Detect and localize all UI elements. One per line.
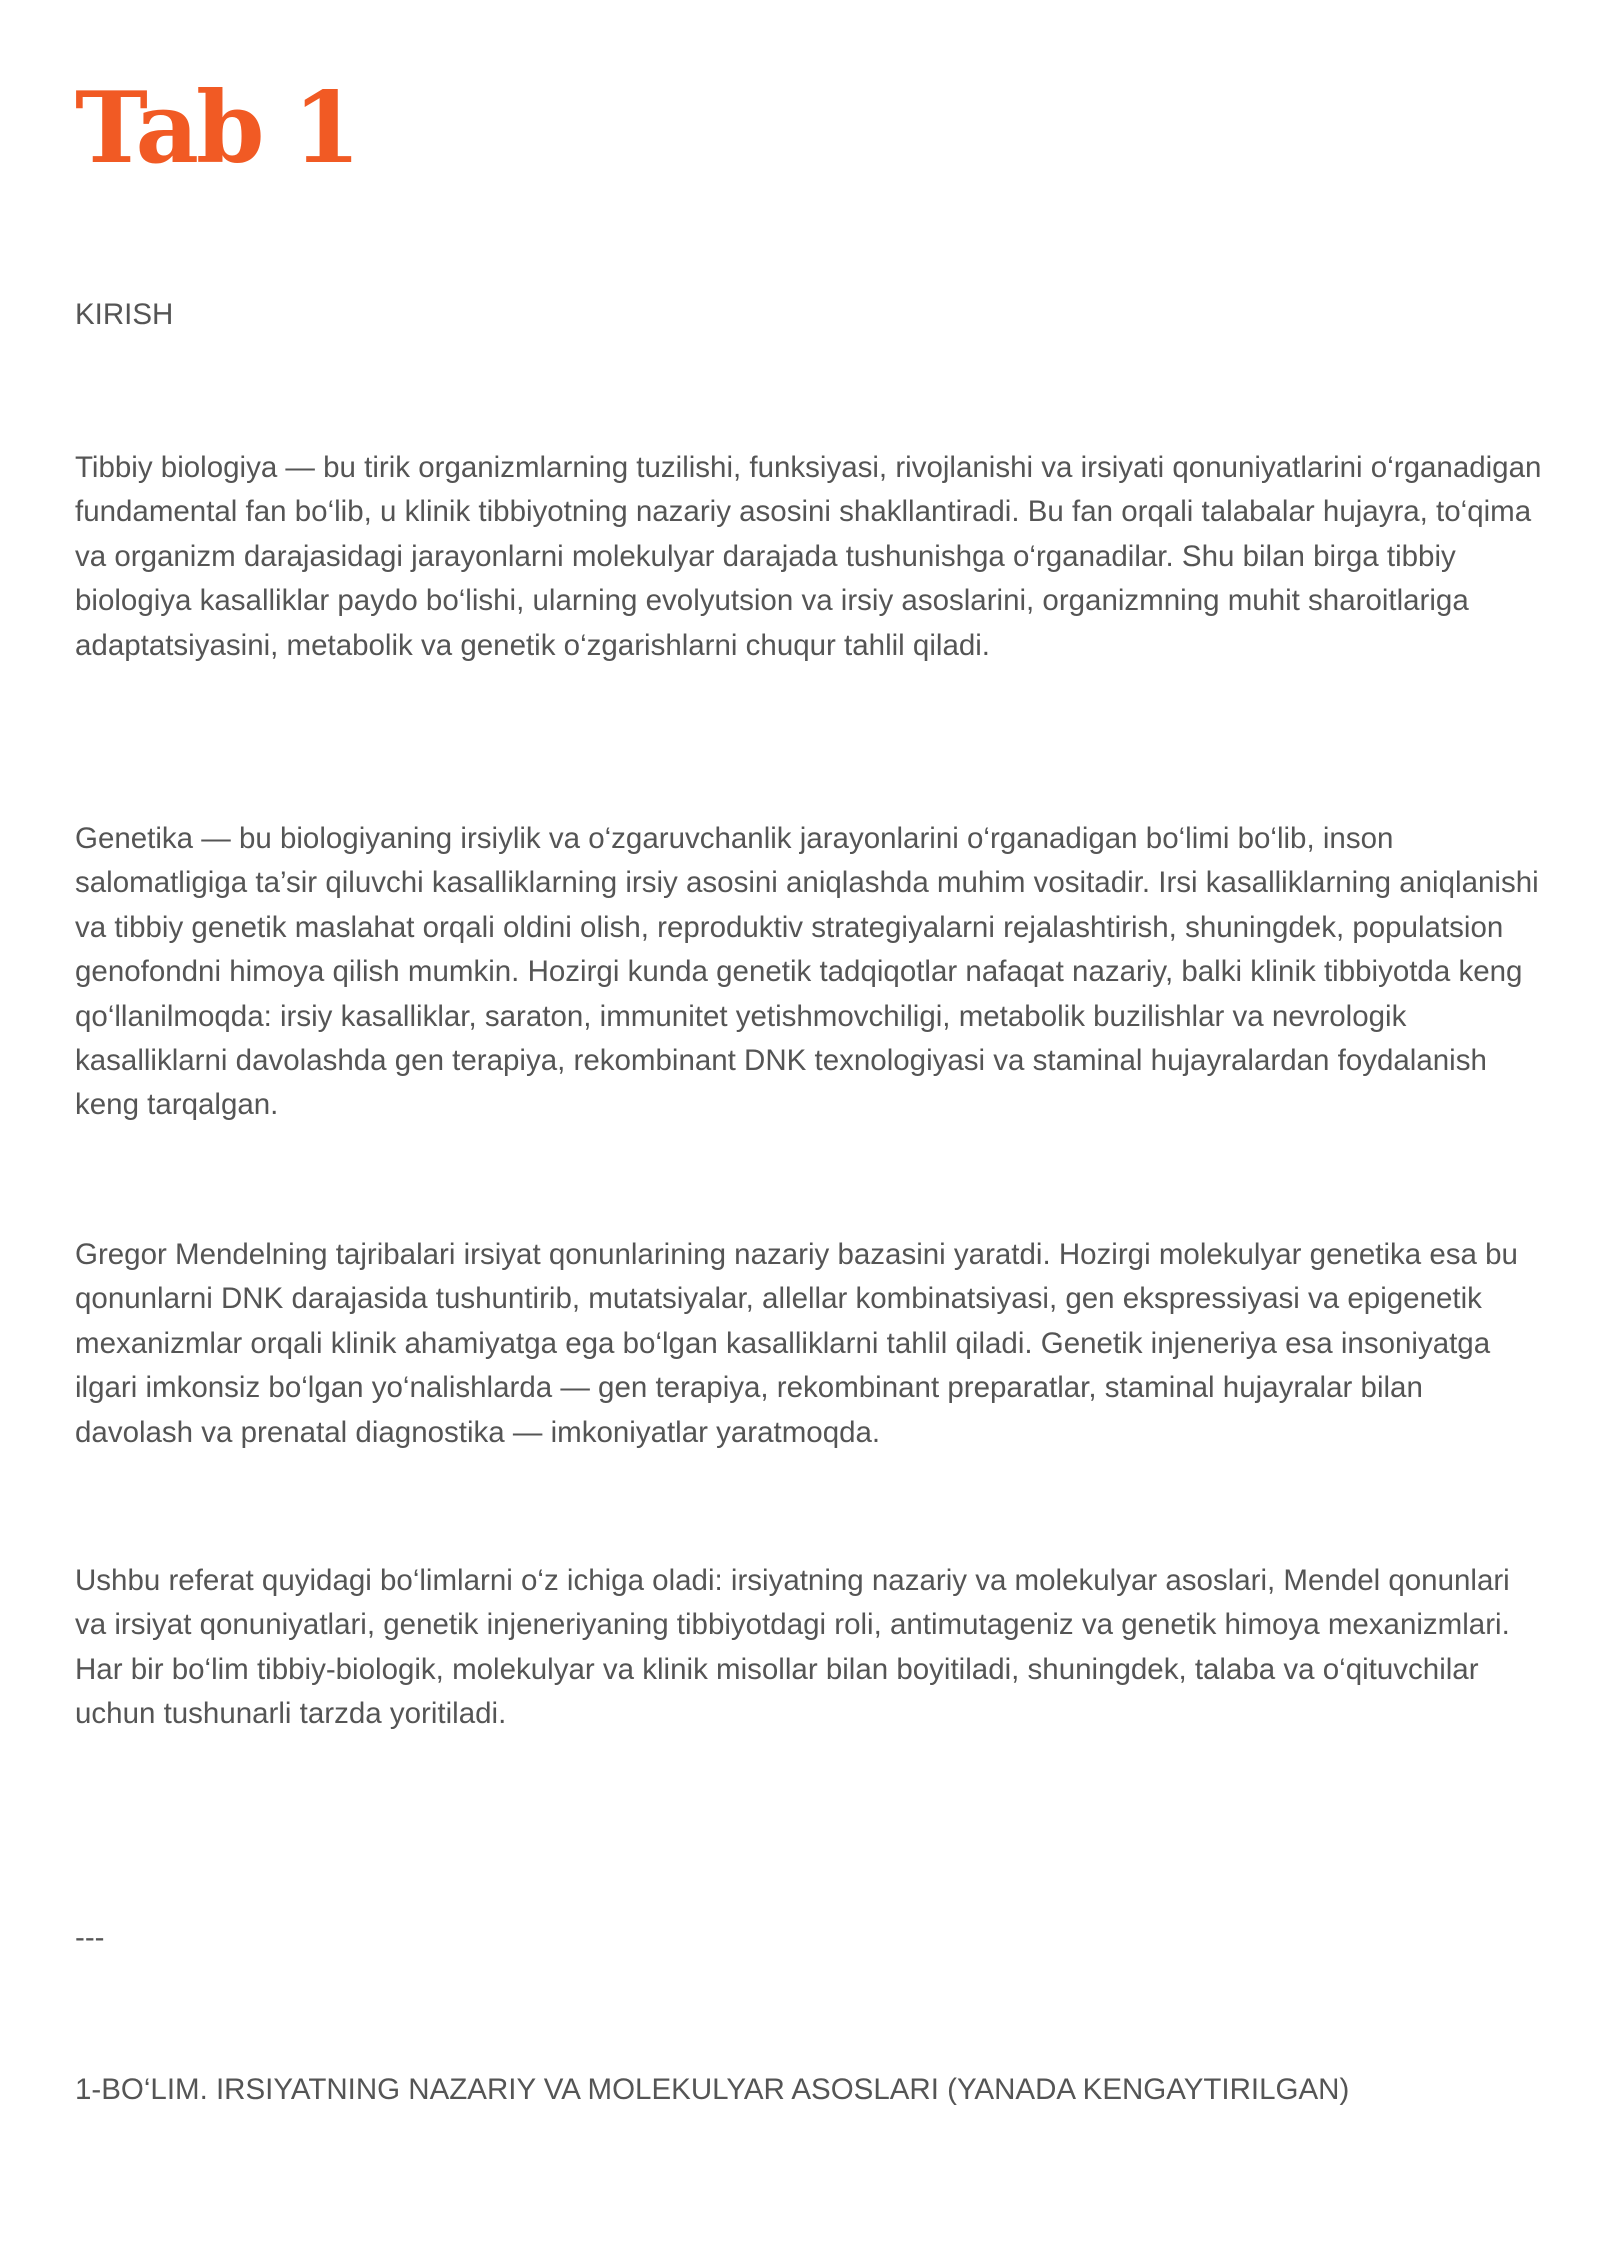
- document-title: Tab 1: [75, 71, 358, 186]
- paragraph-2: Genetika — bu biologiyaning irsiylik va o‘zgaruvchanlik jarayonlarini o‘rganadigan bo‘limi bo‘lib, inson salomatligiga ta’sir qiluvchi kasalliklarning irsiy asosini aniqlashda muhim vositadir. Irsi kasalliklarning aniqlanishi va tibbiy genetik maslahat orqali oldini olish, reproduktiv strategiyalarni rejalashtirish, shuningdek, populatsion genofondni himoya qilish mumkin. Hozirgi kunda genetik tadqiqotlar nafaqat nazariy, balki klinik tibbiyotda keng qo‘llanilmoqda: irsiy kasalliklar, saraton, immunitet yetishmovchiligi, metabolik buzilishlar va nevrologik kasalliklarni davolashda gen terapiya, rekombinant DNK texnologiyasi va staminal hujayralardan foydalanish keng tarqalgan.: [75, 822, 1539, 1122]
- section-heading: 1-BO‘LIM. IRSIYATNING NAZARIY VA MOLEKULYAR ASOSLARI (YANADA KENGAYTIRILGAN): [75, 2073, 1350, 2106]
- paragraph-3: Gregor Mendelning tajribalari irsiyat qonunlarining nazariy bazasini yaratdi. Hozirgi molekulyar genetika esa bu qonunlarni DNK darajasida tushuntirib, mutatsiyalar, allellar kombinatsiyasi, gen ekspressiyasi va epigenetik mexanizmlar orqali klinik ahamiyatga ega bo‘lgan kasalliklarni tahlil qiladi. Genetik injeneriya esa insoniyatga ilgari imkonsiz bo‘lgan yo‘nalishlarda — gen terapiya, rekombinant preparatlar, staminal hujayralar bilan davolash va prenatal diagnostika — imkoniyatlar yaratmoqda.: [75, 1238, 1518, 1449]
- paragraph-4: Ushbu referat quyidagi bo‘limlarni o‘z ichiga oladi: irsiyatning nazariy va molekulyar asoslari, Mendel qonunlari va irsiyat qonuniyatlari, genetik injeneriyaning tibbiyotdagi roli, antimutageniz va genetik himoya mexanizmlari. Har bir bo‘lim tibbiy-biologik, molekulyar va klinik misollar bilan boyitiladi, shuningdek, talaba va o‘qituvchilar uchun tushunarli tarzda yoritiladi.: [75, 1564, 1510, 1731]
- section-separator: ---: [75, 1921, 105, 1954]
- paragraph-1: Tibbiy biologiya — bu tirik organizmlarning tuzilishi, funksiyasi, rivojlanishi va irsiyati qonuniyatlarini o‘rganadigan fundamental fan bo‘lib, u klinik tibbiyotning nazariy asosini shakllantiradi. Bu fan orqali talabalar hujayra, to‘qima va organizm darajasidagi jarayonlarni molekulyar darajada tushunishga o‘rganadilar. Shu bilan birga tibbiy biologiya kasalliklar paydo bo‘lishi, ularning evolyutsion va irsiy asoslarini, organizmning muhit sharoitlariga adaptatsiyasini, metabolik va genetik o‘zgarishlarni chuqur tahlil qiladi.: [75, 451, 1542, 662]
- intro-heading: KIRISH: [75, 298, 174, 331]
